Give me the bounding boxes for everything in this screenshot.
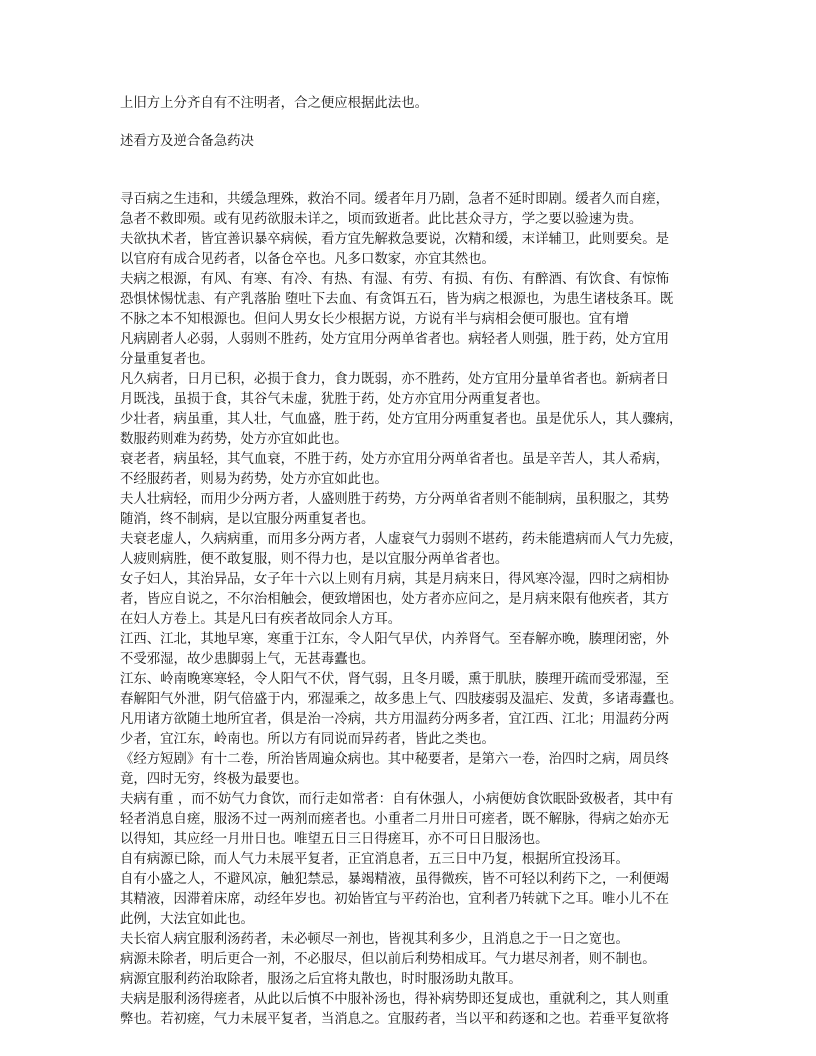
paragraph [120, 950, 702, 970]
text-line: 夫病有重 ，而不妨气力食饮，而行走如常者：自有休强人，小病便妨食饮眠卧致极者，其中有 [120, 792, 674, 807]
text-line: 轻者消息自瘥，服汤不过一两剂而瘥者也。小重者二月卅日可瘥者，既不解脉，得病之始亦无 [120, 812, 670, 827]
text-line: 以官府有成合见药者，以备仓卒也。凡多口数家，亦宜其然也。 [120, 252, 495, 267]
text-line: 不受邪湿，故少患脚弱上气，无甚毒蠹也。 [120, 652, 375, 667]
paragraph [120, 410, 702, 450]
text-line: 春解阳气外泄，阴气倍盛于内，邪湿乘之，故多患上气、四肢痿弱及温疟、发黄，多诸毒蠹也。 [120, 692, 683, 707]
text-line: 者，皆应自说之，不尔治相触会，便致增困也，处方者亦应问之，是月病来限有他疾者，其方 [120, 592, 670, 607]
text-line: 竟，四时无穷，终极为最要也。 [120, 772, 308, 787]
text-line: 月既浅，虽损于食，其谷气未虚，犹胜于药，处方亦宜用分两重复者也。 [120, 392, 549, 407]
text-line: 夫病是服利汤得瘥者，从此以后慎不中服补汤也，得补病势即还复成也，重就利之，其人则重 [120, 992, 670, 1007]
paragraph [120, 630, 702, 670]
text-line: 病源宜服利药治取除者，服汤之后宜将丸散也，时时服汤助丸散耳。 [120, 972, 522, 987]
paragraph [120, 850, 702, 870]
text-line: 少者，宜江东，岭南也。所以方有同说而异药者，皆此之类也。 [120, 732, 495, 747]
text-line: 夫欲执术者，皆宜善识暴卒病候，看方宜先解救急要说，次精和缓，末详辅卫，此则要矣。是 [120, 232, 670, 247]
text-line: 病源未除者，明后更合一剂，不必服尽，但以前后利势相成耳。气力堪尽剂者，则不制也。 [120, 952, 656, 967]
text-line: 夫病之根源，有风、有寒、有冷、有热、有湿、有劳、有损、有伤、有醉酒、有饮食、有惊怖 [120, 272, 670, 287]
paragraph [120, 870, 702, 930]
paragraph [120, 370, 702, 410]
paragraph [120, 990, 702, 1030]
paragraph [120, 670, 702, 750]
paragraph [120, 570, 702, 630]
text-line: 分量重复者也。 [120, 352, 214, 367]
text-line: 自有小盛之人，不避风凉，触犯禁忌，暴竭精液，虽得微疾，皆不可轻以利药下之，一利便竭 [120, 872, 670, 887]
paragraph [120, 930, 702, 950]
intro-line: 上旧方上分齐自有不注明者，合之便应根据此法也。 [120, 96, 428, 111]
text-line: 凡病剧者人必弱，人弱则不胜药，处方宜用分两单省者也。病轻者人则强，胜于药，处方宜用 [120, 332, 670, 347]
paragraph [120, 970, 702, 990]
text-line: 夫人壮病轻，而用少分两方者，人盛则胜于药势，方分两单省者则不能制病，虽积服之，其势 [120, 492, 670, 507]
text-line: 随消，终不制病，是以宜服分两重复者也。 [120, 512, 375, 527]
text-line: 女子妇人，其治异品，女子年十六以上则有月病，其是月病来日，得风寒冷湿，四时之病相协 [120, 572, 670, 587]
section-heading: 述看方及逆合备急药决 [120, 134, 254, 149]
paragraph [120, 450, 702, 490]
text-line: 数服药则难为药势，处方亦宜如此也。 [120, 432, 348, 447]
paragraph [120, 230, 702, 270]
text-line: 恐惧怵惕忧恚、有产乳落胎 堕吐下去血、有贪饵五石，皆为病之根源也，为患生诸枝条耳。既 [120, 292, 674, 307]
text-line: 不经服药者，则易为药势，处方亦宜如此也。 [120, 472, 388, 487]
text-line: 江东、岭南晚寒寒轻，令人阳气不伏，肾气弱，且冬月暖，熏于肌肤，腠理开疏而受邪湿，至 [120, 672, 670, 687]
paragraph [120, 270, 702, 330]
paragraph [120, 530, 702, 570]
paragraph [120, 190, 702, 230]
text-line: 寻百病之生违和，共缓急理殊，救治不同。缓者年月乃剧，急者不延时即剧。缓者久而自瘥， [120, 192, 670, 207]
text-line: 夫衰老虚人，久病病重，而用多分两方者，人虚衰气力弱则不堪药，药未能遣病而人气力先疲， [120, 532, 683, 547]
text-line: 江西、江北，其地早寒，寒重于江东，令人阳气早伏，内养肾气。至春解亦晚，腠理闭密，外 [120, 632, 670, 647]
text-line: 弊也。若初瘥，气力未展平复者，当消息之。宜服药者，当以平和药逐和之也。若垂平复欲将 [120, 1012, 670, 1027]
text-line: 人疲则病胜，便不敢复服，则不得力也，是以宜服分两单省者也。 [120, 552, 509, 567]
text-line: 凡用诸方欲随土地所宜者，俱是治一冷病，共方用温药分两多者，宜江西、江北；用温药分两 [120, 712, 670, 727]
paragraph [120, 490, 702, 530]
text-line: 夫长宿人病宜服利汤药者，未必顿尽一剂也，皆视其利多少，且消息之于一日之宽也。 [120, 932, 629, 947]
paragraph [120, 330, 702, 370]
text-line: 衰老者，病虽轻，其气血衰，不胜于药，处方亦宜用分两单省者也。虽是辛苦人，其人希病， [120, 452, 670, 467]
paragraph [120, 750, 702, 790]
text-line: 急者不救即殒。或有见药欲服未详之，顷而致逝者。此比甚众寻方，学之要以验速为贵。 [120, 212, 643, 227]
text-line: 《经方短剧》有十二卷，所治皆周遍众病也。其中秘要者，是第六一卷，治四时之病，周员终 [120, 752, 670, 767]
paragraph [120, 790, 702, 850]
body-text [120, 190, 702, 1030]
text-line: 不脉之本不知根源也。但问人男女长少根据方说，方说有半与病相会便可服也。宜有增 [120, 312, 629, 327]
text-line: 凡久病者，日月已积，必损于食力，食力既弱，亦不胜药，处方宜用分量单省者也。新病者日 [120, 372, 670, 387]
text-line: 此例，大法宜如此也。 [120, 912, 254, 927]
text-line: 其精液，因滞着床席，动经年岁也。初始皆宜与平药治也，宜利者乃转就下之耳。唯小儿不在 [120, 892, 670, 907]
text-line: 以得知，其应经一月卅日也。唯望五日三日得瘥耳，亦不可日日服汤也。 [120, 832, 549, 847]
document-page [120, 94, 702, 1030]
text-line: 少壮者，病虽重，其人壮，气血盛，胜于药，处方宜用分两重复者也。虽是优乐人，其人骤病， [120, 412, 683, 427]
text-line: 自有病源已除，而人气力未展平复者，正宜消息者，五三日中乃复，根据所宜投汤耳。 [120, 852, 629, 867]
text-line: 在妇人方卷上。其是凡曰有疾者故同余人方耳。 [120, 612, 402, 627]
